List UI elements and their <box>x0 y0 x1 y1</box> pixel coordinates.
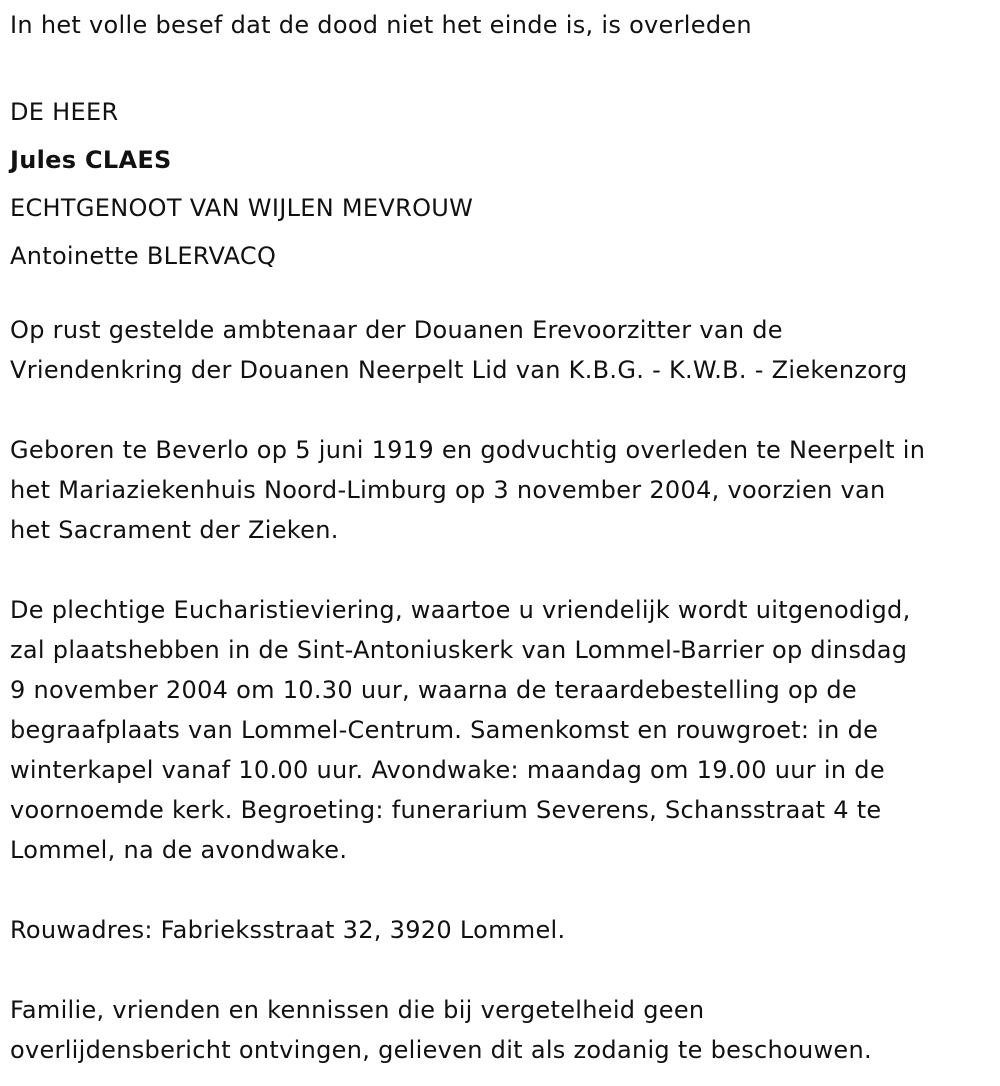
paragraph-line: voornoemde kerk. Begroeting: funerarium Severens, Schansstraat 4 te <box>10 796 882 824</box>
paragraph-line: Familie, vrienden en kennissen die bij vergetelheid geen <box>10 996 705 1024</box>
paragraph-line: overlijdensbericht ontvingen, gelieven dit als zodanig te beschouwen. <box>10 1036 872 1064</box>
deceased-name: Jules CLAES <box>10 146 172 174</box>
paragraph-line: 9 november 2004 om 10.30 uur, waarna de teraardebestelling op de <box>10 676 857 704</box>
paragraph-line: Geboren te Beverlo op 5 juni 1919 en godvuchtig overleden te Neerpelt in <box>10 436 926 464</box>
paragraph-line: het Mariaziekenhuis Noord-Limburg op 3 november 2004, voorzien van <box>10 476 886 504</box>
paragraph-line: Lommel, na de avondwake. <box>10 836 348 864</box>
paragraph-line: Vriendenkring der Douanen Neerpelt Lid van K.B.G. - K.W.B. - Ziekenzorg <box>10 356 908 384</box>
spouse-name: Antoinette BLERVACQ <box>10 242 277 270</box>
paragraph-line: zal plaatshebben in de Sint-Antoniuskerk van Lommel-Barrier op dinsdag <box>10 636 908 664</box>
intro-text: In het volle besef dat de dood niet het einde is, is overleden <box>10 11 752 39</box>
intro-line <box>10 8 752 42</box>
paragraph-birth-death <box>10 430 925 550</box>
paragraph-line: het Sacrament der Zieken. <box>10 516 339 544</box>
paragraph-mourning-address <box>10 910 565 950</box>
paragraph-ceremony <box>10 590 911 870</box>
paragraph-line: Op rust gestelde ambtenaar der Douanen Erevoorzitter van de <box>10 316 783 344</box>
relation-line: ECHTGENOOT VAN WIJLEN MEVROUW <box>10 194 474 222</box>
paragraph-line: Rouwadres: Fabrieksstraat 32, 3920 Lommel. <box>10 916 566 944</box>
paragraph-line: De plechtige Eucharistieviering, waartoe u vriendelijk wordt uitgenodigd, <box>10 596 911 624</box>
deceased-header <box>10 88 473 280</box>
paragraph-career <box>10 310 908 390</box>
paragraph-line: begraafplaats van Lommel-Centrum. Samenkomst en rouwgroet: in de <box>10 716 879 744</box>
paragraph-line: winterkapel vanaf 10.00 uur. Avondwake: maandag om 19.00 uur in de <box>10 756 885 784</box>
paragraph-family-note <box>10 990 872 1070</box>
salutation: DE HEER <box>10 98 119 126</box>
